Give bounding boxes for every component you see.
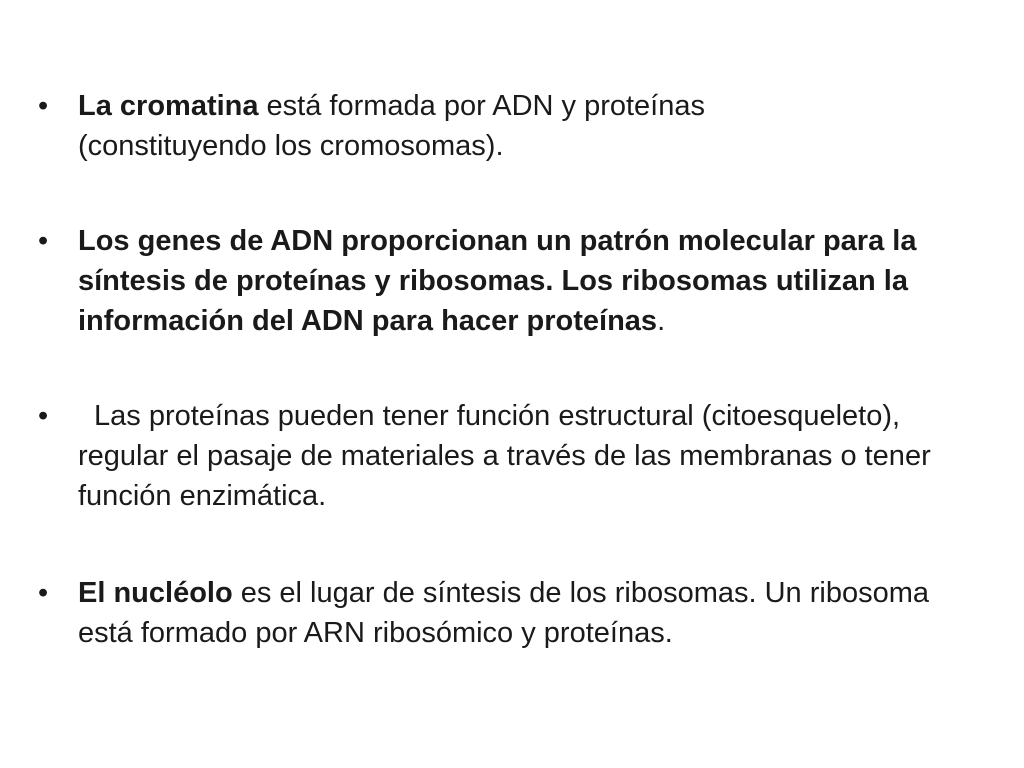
bullet-body: . [657, 305, 666, 337]
bullet-text [78, 221, 968, 341]
bullet-bold-term: La cromatina [78, 90, 259, 122]
bullet-dot-icon: • [38, 577, 49, 609]
bullet-dot-icon: • [38, 225, 49, 257]
bullet-text [78, 573, 958, 653]
bullet-text [78, 86, 878, 166]
bullet-bold-term: Los genes de ADN proporcionan un patrón molecular para la síntesis de proteínas y ribosomas. Los ribosomas utilizan la información del ADN para hacer proteínas [78, 225, 917, 337]
bullet-bold-term: El nucléolo [78, 577, 233, 609]
bullet-body: es el lugar de síntesis de los ribosomas. Un ribosoma está formado por ARN ribosómico y proteínas. [78, 577, 930, 649]
bullet-body: está formada por ADN y proteínas (constituyendo los cromosomas). [78, 90, 705, 162]
bullet-text [78, 396, 988, 516]
bullet-dot-icon: • [38, 90, 49, 122]
bullet-body: Las proteínas pueden tener función estructural (citoesqueleto), regular el pasaje de materiales a través de las membranas o tener función enzimática. [78, 400, 931, 512]
bullet-dot-icon: • [38, 400, 49, 432]
